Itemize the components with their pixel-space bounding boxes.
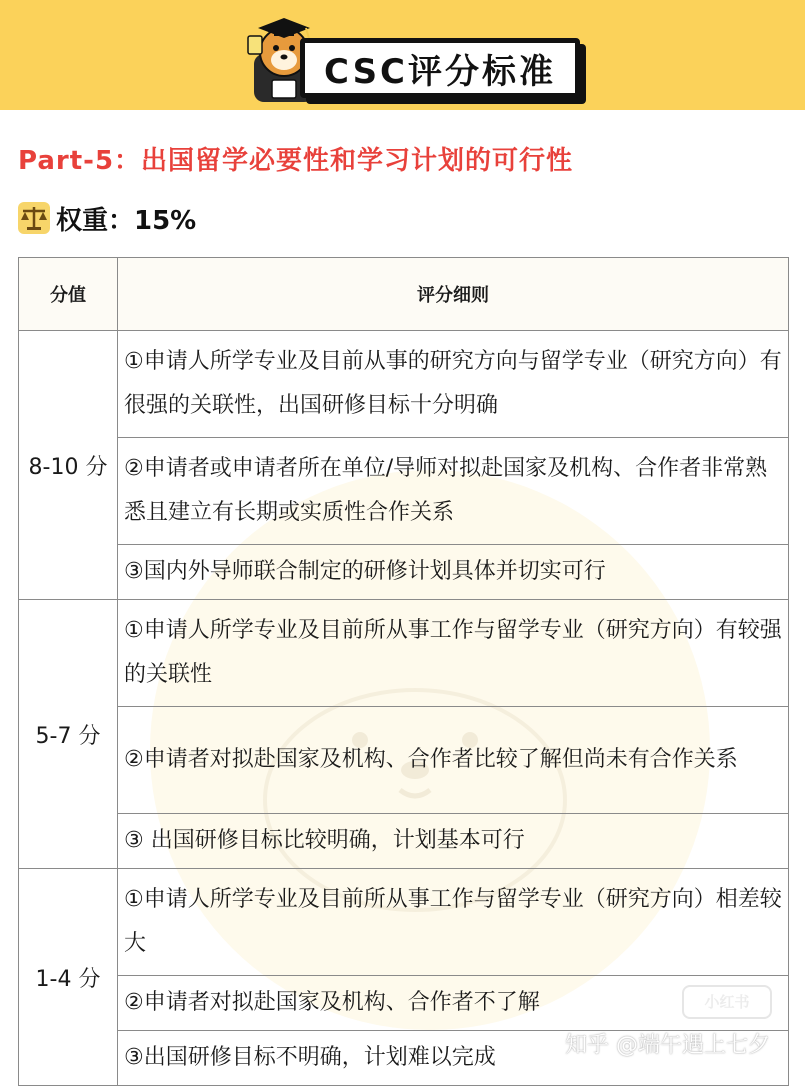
table-row	[19, 600, 789, 707]
criteria-cell: ②申请者对拟赴国家及机构、合作者比较了解但尚未有合作关系	[118, 707, 789, 814]
criteria-cell: ③国内外导师联合制定的研修计划具体并切实可行	[118, 545, 789, 600]
column-header-score: 分值	[19, 258, 118, 331]
table-header-row	[19, 258, 789, 331]
section-title: Part-5：出国留学必要性和学习计划的可行性	[18, 146, 574, 176]
zhihu-watermark: 知乎 @端午遇上七夕	[565, 1033, 770, 1058]
criteria-cell: ②申请者或申请者所在单位/导师对拟赴国家及机构、合作者非常熟悉且建立有长期或实质性合作关系	[118, 438, 789, 545]
criteria-cell: ②申请者对拟赴国家及机构、合作者不了解	[118, 976, 789, 1031]
table-row	[19, 976, 789, 1031]
criteria-cell: ③ 出国研修目标比较明确，计划基本可行	[118, 814, 789, 869]
criteria-cell: ③出国研修目标不明确，计划难以完成	[118, 1031, 789, 1086]
weight-row	[18, 198, 196, 238]
score-cell: 8-10 分	[19, 331, 118, 600]
score-cell: 5-7 分	[19, 600, 118, 869]
table-row	[19, 707, 789, 814]
page-title-badge: CSC评分标准	[300, 38, 580, 98]
score-cell: 1-4 分	[19, 869, 118, 1086]
table-row	[19, 438, 789, 545]
weight-text: 权重：15%	[56, 205, 197, 236]
table-row	[19, 869, 789, 976]
xiaohongshu-watermark: 小红书	[682, 985, 772, 1019]
criteria-cell: ①申请人所学专业及目前所从事工作与留学专业（研究方向）有较强的关联性	[118, 600, 789, 707]
table-row	[19, 545, 789, 600]
table-row	[19, 814, 789, 869]
table-row	[19, 331, 789, 438]
rubric-table	[18, 257, 789, 1086]
criteria-cell: ①申请人所学专业及目前所从事工作与留学专业（研究方向）相差较大	[118, 869, 789, 976]
column-header-criteria: 评分细则	[118, 258, 789, 331]
criteria-cell: ①申请人所学专业及目前从事的研究方向与留学专业（研究方向）有很强的关联性，出国研修目标十分明确	[118, 331, 789, 438]
scale-icon	[18, 202, 50, 234]
